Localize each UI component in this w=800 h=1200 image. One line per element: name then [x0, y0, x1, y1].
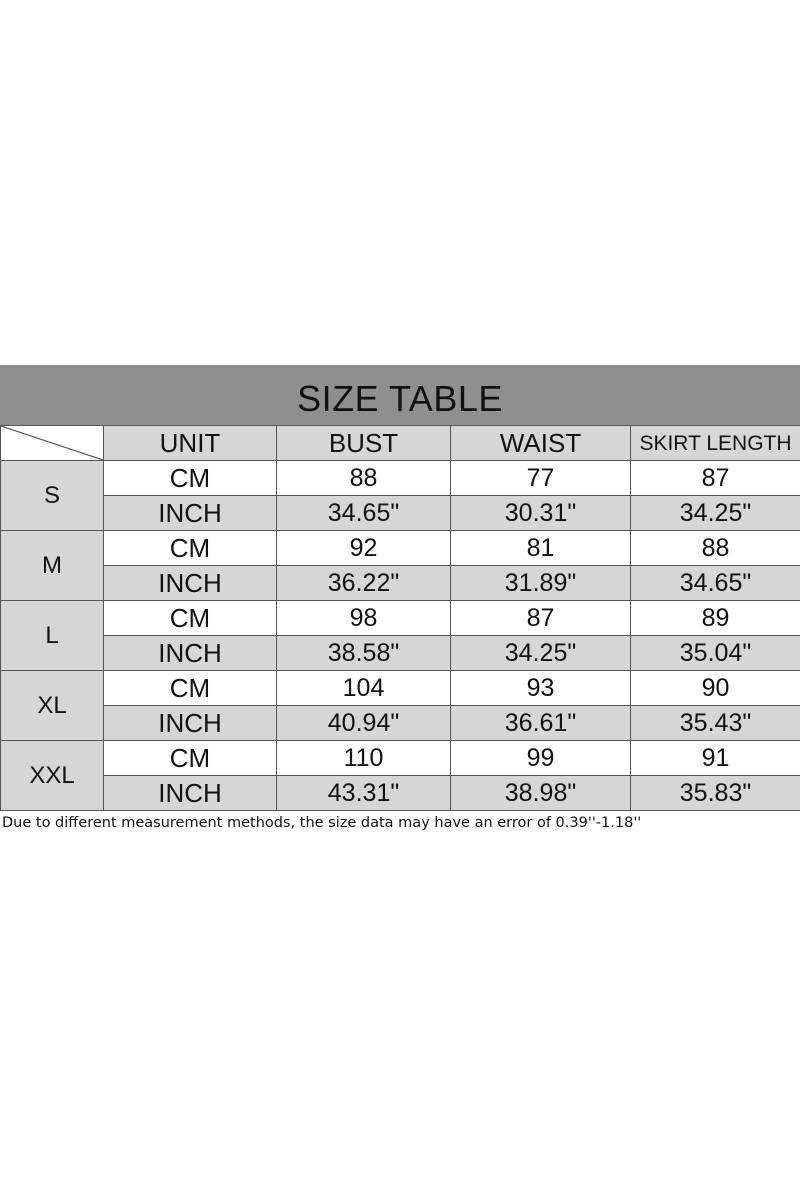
- size-table: [0, 425, 800, 811]
- unit-cell: CM: [104, 671, 277, 706]
- waist-cell: 87: [451, 601, 631, 636]
- skirt-length-cell: 88: [631, 531, 800, 566]
- skirt-length-cell: 34.25": [631, 496, 800, 531]
- unit-cell: INCH: [104, 496, 277, 531]
- waist-cell: 77: [451, 461, 631, 496]
- skirt-length-cell: 35.43": [631, 706, 800, 741]
- table-row: [1, 461, 800, 496]
- waist-cell: 34.25": [451, 636, 631, 671]
- bust-cell: 110: [277, 741, 451, 776]
- table-row: [1, 706, 800, 741]
- skirt-length-cell: 34.65": [631, 566, 800, 601]
- waist-cell: 36.61": [451, 706, 631, 741]
- measurement-note: Due to different measurement methods, the size data may have an error of 0.39''-1.18'': [2, 815, 642, 831]
- unit-cell: CM: [104, 601, 277, 636]
- corner-cell: [1, 426, 104, 461]
- table-row: [1, 636, 800, 671]
- bust-cell: 104: [277, 671, 451, 706]
- bust-cell: 40.94": [277, 706, 451, 741]
- skirt-length-cell: 35.04": [631, 636, 800, 671]
- size-label: S: [1, 461, 104, 531]
- header-skirt-length: SKIRT LENGTH: [631, 426, 800, 461]
- size-table-title-bar: [0, 365, 800, 425]
- skirt-length-cell: 90: [631, 671, 800, 706]
- table-row: [1, 531, 800, 566]
- table-row: [1, 566, 800, 601]
- header-bust: BUST: [277, 426, 451, 461]
- table-row: [1, 741, 800, 776]
- bust-cell: 34.65": [277, 496, 451, 531]
- bust-cell: 98: [277, 601, 451, 636]
- table-row: [1, 601, 800, 636]
- unit-cell: INCH: [104, 776, 277, 811]
- size-label: XXL: [1, 741, 104, 811]
- waist-cell: 93: [451, 671, 631, 706]
- bust-cell: 38.58": [277, 636, 451, 671]
- skirt-length-cell: 89: [631, 601, 800, 636]
- table-row: [1, 496, 800, 531]
- header-unit: UNIT: [104, 426, 277, 461]
- waist-cell: 38.98": [451, 776, 631, 811]
- unit-cell: CM: [104, 461, 277, 496]
- size-table-title: SIZE TABLE: [297, 378, 503, 419]
- bust-cell: 92: [277, 531, 451, 566]
- table-header-row: [1, 426, 800, 461]
- size-label: L: [1, 601, 104, 671]
- unit-cell: INCH: [104, 566, 277, 601]
- unit-cell: CM: [104, 741, 277, 776]
- skirt-length-cell: 91: [631, 741, 800, 776]
- skirt-length-cell: 87: [631, 461, 800, 496]
- table-row: [1, 671, 800, 706]
- unit-cell: INCH: [104, 706, 277, 741]
- bust-cell: 43.31": [277, 776, 451, 811]
- waist-cell: 31.89": [451, 566, 631, 601]
- size-label: XL: [1, 671, 104, 741]
- unit-cell: INCH: [104, 636, 277, 671]
- unit-cell: CM: [104, 531, 277, 566]
- diagonal-divider-icon: [1, 426, 103, 460]
- bust-cell: 36.22": [277, 566, 451, 601]
- waist-cell: 99: [451, 741, 631, 776]
- bust-cell: 88: [277, 461, 451, 496]
- waist-cell: 30.31": [451, 496, 631, 531]
- table-row: [1, 776, 800, 811]
- header-waist: WAIST: [451, 426, 631, 461]
- skirt-length-cell: 35.83": [631, 776, 800, 811]
- waist-cell: 81: [451, 531, 631, 566]
- size-label: M: [1, 531, 104, 601]
